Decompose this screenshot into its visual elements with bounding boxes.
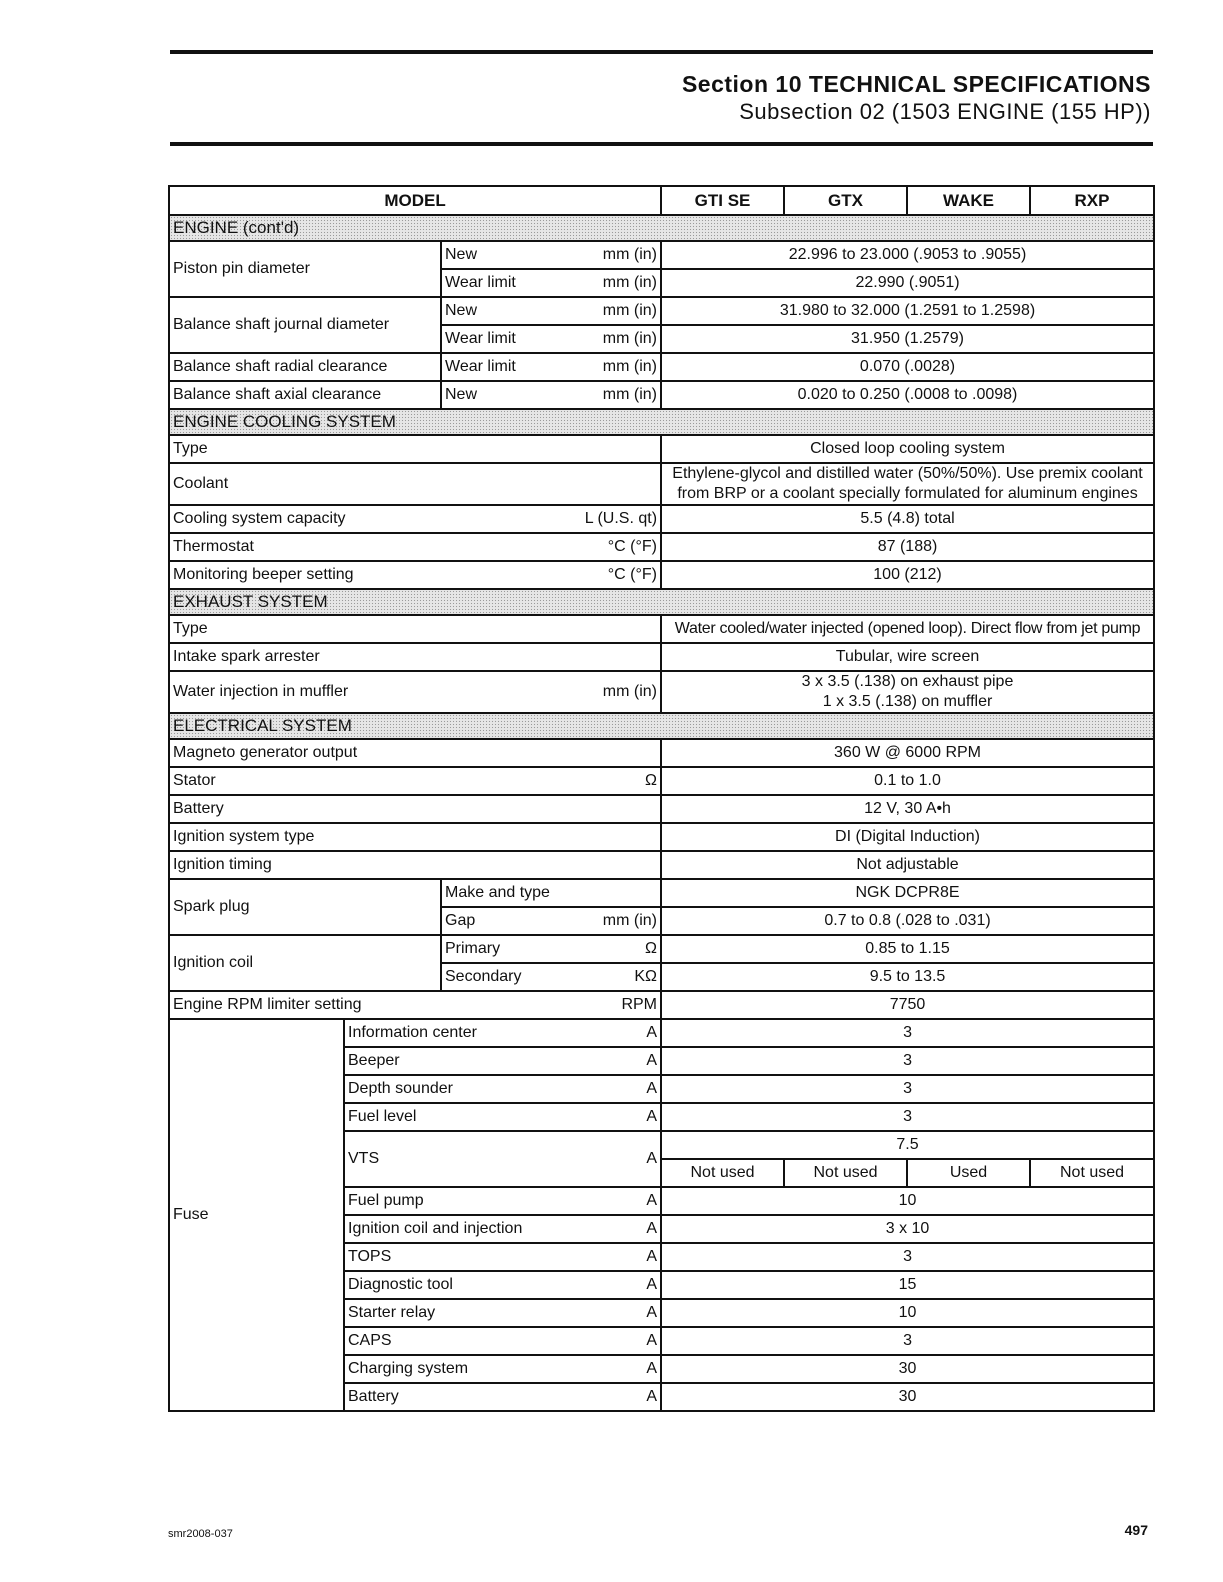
row-value: 5.5 (4.8) total (661, 505, 1154, 533)
row-value: Closed loop cooling system (661, 435, 1154, 463)
fuse-name (344, 1355, 661, 1383)
fuse-name-text: Ignition coil and injection (348, 1220, 523, 1237)
row-value: 12 V, 30 A•h (661, 795, 1154, 823)
unit-label: KΩ (634, 968, 658, 985)
coolant-line-1: Ethylene-glycol and distilled water (50%/50%). Use premix coolant (672, 465, 1143, 482)
injection-line-1: 3 x 3.5 (.138) on exhaust pipe (801, 673, 1014, 690)
table-row (169, 795, 1154, 823)
row-label: Intake spark arrester (169, 643, 661, 671)
sublabel-text: Wear limit (445, 274, 516, 291)
coolant-line-2: from BRP or a coolant specially formulated for aluminum engines (677, 485, 1138, 502)
row-value: 7750 (661, 991, 1154, 1019)
unit-label: RPM (621, 996, 658, 1013)
unit-label: A (646, 1304, 658, 1321)
table-row (169, 381, 1154, 409)
unit-label: mm (in) (602, 386, 658, 403)
sublabel-text: New (445, 386, 478, 403)
fuse-value: 3 (661, 1075, 1154, 1103)
row-value: 0.7 to 0.8 (.028 to .031) (661, 907, 1154, 935)
row-label: Balance shaft radial clearance (169, 353, 441, 381)
label-text: Thermostat (173, 538, 254, 555)
fuse-name (344, 1075, 661, 1103)
header-wake: WAKE (907, 186, 1030, 215)
unit-label: mm (in) (602, 330, 658, 347)
page-number: 497 (1124, 1522, 1148, 1538)
row-label: Type (169, 615, 661, 643)
section-electrical (169, 713, 1154, 739)
unit-label: A (646, 1080, 658, 1097)
fuse-value: 3 x 10 (661, 1215, 1154, 1243)
label-text: Cooling system capacity (173, 510, 346, 527)
row-value (661, 671, 1154, 713)
fuse-name (344, 1131, 661, 1187)
unit-label: °C (°F) (607, 566, 658, 583)
row-value: Not adjustable (661, 851, 1154, 879)
fuse-value: 30 (661, 1383, 1154, 1411)
fuse-value: 30 (661, 1355, 1154, 1383)
header-gti-se: GTI SE (661, 186, 784, 215)
row-label (169, 505, 661, 533)
row-sublabel (441, 241, 661, 269)
header-gtx: GTX (784, 186, 907, 215)
sublabel-text: Secondary (445, 968, 522, 985)
top-rule (170, 50, 1153, 54)
row-sublabel (441, 297, 661, 325)
row-label (169, 991, 661, 1019)
fuse-name-text: Fuel level (348, 1108, 417, 1125)
fuse-value: 15 (661, 1271, 1154, 1299)
fuse-name (344, 1187, 661, 1215)
page-header (682, 70, 1151, 126)
section-label: ENGINE COOLING SYSTEM (169, 409, 1154, 435)
table-row (169, 463, 1154, 505)
table-row (169, 1019, 1154, 1047)
table-row (169, 533, 1154, 561)
row-value: 0.070 (.0028) (661, 353, 1154, 381)
row-sublabel (441, 381, 661, 409)
label-text: Monitoring beeper setting (173, 566, 354, 583)
row-label: Ignition timing (169, 851, 661, 879)
unit-label: A (646, 1248, 658, 1265)
row-value: 100 (212) (661, 561, 1154, 589)
fuse-name-text: TOPS (348, 1248, 392, 1265)
row-value: 22.996 to 23.000 (.9053 to .9055) (661, 241, 1154, 269)
fuse-value: 7.5 (661, 1131, 1154, 1159)
section-exhaust (169, 589, 1154, 615)
row-sublabel (441, 907, 661, 935)
table-row (169, 823, 1154, 851)
section-cooling (169, 409, 1154, 435)
row-value: 31.950 (1.2579) (661, 325, 1154, 353)
section-title: Section 10 TECHNICAL SPECIFICATIONS (681, 71, 1151, 97)
row-value: NGK DCPR8E (661, 879, 1154, 907)
unit-label: A (646, 1388, 658, 1405)
row-label: Ignition system type (169, 823, 661, 851)
fuse-name (344, 1047, 661, 1075)
row-label: Type (169, 435, 661, 463)
fuse-name-text: Fuel pump (348, 1192, 424, 1209)
vts-wake: Used (907, 1159, 1030, 1187)
fuse-name-text: Charging system (348, 1360, 469, 1377)
table-header-row (169, 186, 1154, 215)
section-engine (169, 215, 1154, 241)
fuse-name-text: Beeper (348, 1052, 400, 1069)
table-row (169, 643, 1154, 671)
unit-label: Ω (645, 940, 658, 957)
row-label (169, 671, 661, 713)
sublabel-text: Wear limit (445, 330, 516, 347)
fuse-name (344, 1383, 661, 1411)
label-text: Water injection in muffler (173, 683, 349, 700)
fuse-value: 3 (661, 1243, 1154, 1271)
row-label: Magneto generator output (169, 739, 661, 767)
row-value: 87 (188) (661, 533, 1154, 561)
fuse-name-text: CAPS (348, 1332, 392, 1349)
table-row (169, 879, 1154, 907)
unit-label: °C (°F) (607, 538, 658, 555)
document-code: smr2008-037 (168, 1528, 233, 1540)
unit-label: A (646, 1108, 658, 1125)
fuse-name-text: Starter relay (348, 1304, 436, 1321)
row-label: Piston pin diameter (169, 241, 441, 297)
fuse-name-text: Diagnostic tool (348, 1276, 453, 1293)
row-label: Coolant (169, 463, 661, 505)
table-row (169, 671, 1154, 713)
vts-rxp: Not used (1030, 1159, 1154, 1187)
fuse-name-text: Battery (348, 1388, 399, 1405)
section-label: ELECTRICAL SYSTEM (169, 713, 1154, 739)
fuse-name-text: Depth sounder (348, 1080, 453, 1097)
unit-label: A (646, 1332, 658, 1349)
row-value: 9.5 to 13.5 (661, 963, 1154, 991)
unit-label: mm (in) (602, 358, 658, 375)
row-label: Balance shaft axial clearance (169, 381, 441, 409)
row-value: DI (Digital Induction) (661, 823, 1154, 851)
fuse-name (344, 1299, 661, 1327)
sublabel-text: Primary (445, 940, 501, 957)
fuse-value: 3 (661, 1327, 1154, 1355)
unit-label: A (646, 1360, 658, 1377)
fuse-name-text: VTS (348, 1150, 380, 1167)
fuse-value: 3 (661, 1047, 1154, 1075)
sublabel-text: Wear limit (445, 358, 516, 375)
row-sublabel (441, 353, 661, 381)
row-value: 31.980 to 32.000 (1.2591 to 1.2598) (661, 297, 1154, 325)
unit-label: A (646, 1024, 658, 1041)
table-row (169, 991, 1154, 1019)
fuse-name (344, 1271, 661, 1299)
fuse-value: 10 (661, 1299, 1154, 1327)
row-sublabel (441, 325, 661, 353)
specifications-table (168, 185, 1155, 1412)
sublabel-text: New (445, 302, 478, 319)
row-value: Water cooled/water injected (opened loop). Direct flow from jet pump (661, 615, 1154, 643)
row-label: Spark plug (169, 879, 441, 935)
table-row (169, 851, 1154, 879)
table-row (169, 935, 1154, 963)
fuse-name (344, 1019, 661, 1047)
row-sublabel (441, 963, 661, 991)
header-model: MODEL (169, 186, 661, 215)
label-text: Engine RPM limiter setting (173, 996, 362, 1013)
unit-label: mm (in) (602, 912, 658, 929)
row-label: Balance shaft journal diameter (169, 297, 441, 353)
row-value: 0.1 to 1.0 (661, 767, 1154, 795)
injection-line-2: 1 x 3.5 (.138) on muffler (822, 693, 993, 710)
fuse-value: 3 (661, 1019, 1154, 1047)
unit-label: A (646, 1052, 658, 1069)
unit-label: mm (in) (602, 302, 658, 319)
row-sublabel (441, 269, 661, 297)
fuse-name (344, 1215, 661, 1243)
fuse-name (344, 1327, 661, 1355)
sublabel-text: Gap (445, 912, 476, 929)
fuse-label: Fuse (169, 1019, 344, 1411)
table-row (169, 767, 1154, 795)
header-rule (170, 142, 1153, 146)
sublabel-text: New (445, 246, 478, 263)
row-label: Ignition coil (169, 935, 441, 991)
section-label: EXHAUST SYSTEM (169, 589, 1154, 615)
fuse-name (344, 1103, 661, 1131)
row-label (169, 767, 661, 795)
fuse-name-text: Information center (348, 1024, 477, 1041)
table-row (169, 297, 1154, 325)
table-row (169, 435, 1154, 463)
unit-label: A (646, 1220, 658, 1237)
table-row (169, 739, 1154, 767)
fuse-name (344, 1243, 661, 1271)
unit-label: mm (in) (602, 683, 658, 700)
row-value: Tubular, wire screen (661, 643, 1154, 671)
unit-label: L (U.S. qt) (584, 510, 658, 527)
row-value: 0.85 to 1.15 (661, 935, 1154, 963)
row-label: Battery (169, 795, 661, 823)
row-value (661, 463, 1154, 505)
table-row (169, 241, 1154, 269)
row-sublabel (441, 935, 661, 963)
header-rxp: RXP (1030, 186, 1154, 215)
fuse-value: 10 (661, 1187, 1154, 1215)
row-value: 0.020 to 0.250 (.0008 to .0098) (661, 381, 1154, 409)
unit-label: A (646, 1192, 658, 1209)
unit-label: A (646, 1150, 658, 1167)
unit-label: Ω (645, 772, 658, 789)
row-label (169, 561, 661, 589)
row-value: 360 W @ 6000 RPM (661, 739, 1154, 767)
vts-gtx: Not used (784, 1159, 907, 1187)
row-label (169, 533, 661, 561)
table-row (169, 561, 1154, 589)
vts-gti-se: Not used (661, 1159, 784, 1187)
unit-label: mm (in) (602, 274, 658, 291)
unit-label: A (646, 1276, 658, 1293)
subsection-title: Subsection 02 (1503 ENGINE (155 HP)) (739, 99, 1151, 124)
table-row (169, 615, 1154, 643)
table-row (169, 353, 1154, 381)
row-value: 22.990 (.9051) (661, 269, 1154, 297)
unit-label: mm (in) (602, 246, 658, 263)
label-text: Stator (173, 772, 216, 789)
fuse-value: 3 (661, 1103, 1154, 1131)
table-row (169, 505, 1154, 533)
section-label: ENGINE (cont'd) (169, 215, 1154, 241)
row-sublabel: Make and type (441, 879, 661, 907)
